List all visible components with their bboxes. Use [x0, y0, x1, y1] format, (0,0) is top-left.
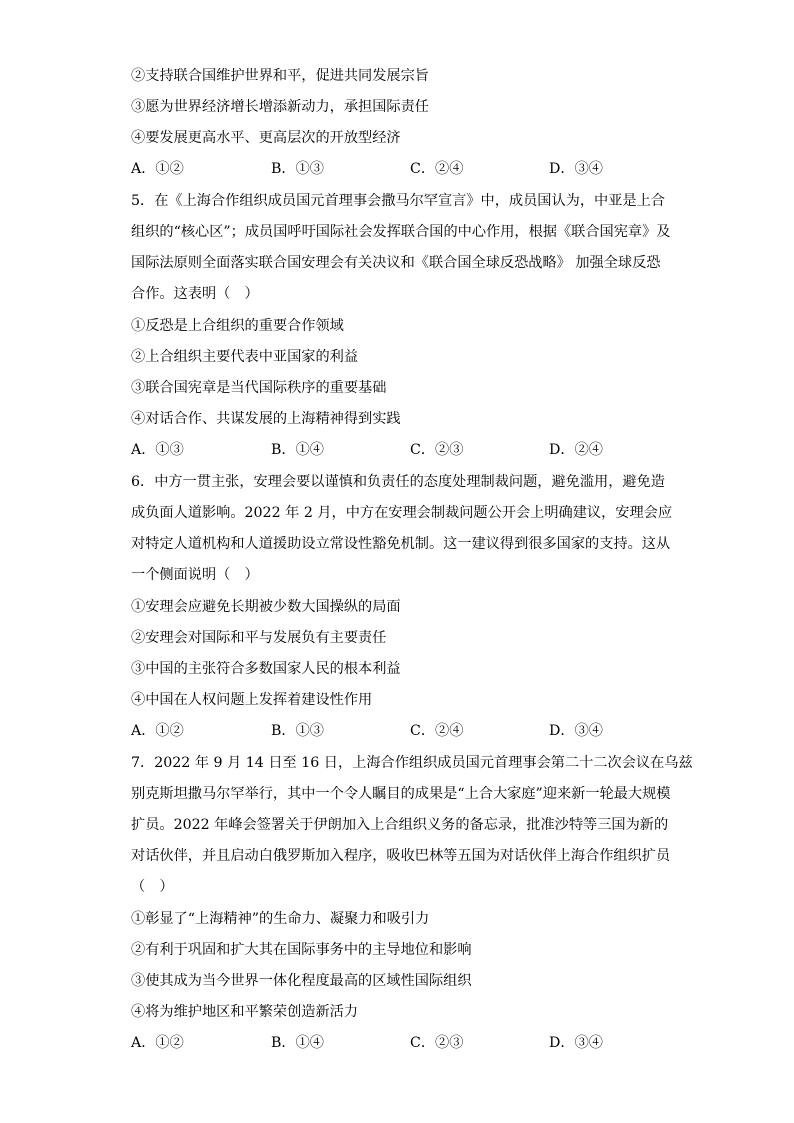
q5-choice-1: ①反恐是上合组织的重要合作领域	[131, 318, 344, 334]
q5-stem-line-1: 5．在《上海合作组织成员国元首理事会撒马尔罕宣言》中，成员国认为，中亚是上合	[131, 193, 665, 209]
q5-option-a: A．①③	[131, 442, 184, 458]
q4-choice-4: ④要发展更高水平、更高层次的开放型经济	[131, 130, 401, 146]
q7-option-b: B．①④	[271, 1035, 324, 1051]
q7-choice-4: ④将为维护地区和平繁荣创造新活力	[131, 1004, 359, 1020]
q5-choice-2: ②上合组织主要代表中亚国家的利益	[131, 349, 359, 365]
q7-stem-line-3: 扩员。2022 年峰会签署关于伊朗加入上合组织义务的备忘录，批准沙特等三国为新的	[131, 817, 669, 833]
q5-choice-3: ③联合国宪章是当代国际秩序的重要基础	[131, 380, 387, 396]
q4-option-c: C．②④	[410, 161, 464, 177]
q7-option-a: A．①②	[131, 1035, 184, 1051]
q6-choice-2: ②安理会对国际和平与发展负有主要责任	[131, 630, 387, 646]
q6-stem-line-4: 一个侧面说明（ ）	[131, 567, 259, 583]
q4-option-b: B．①③	[271, 161, 324, 177]
q5-option-d: D．②④	[549, 442, 603, 458]
q6-stem-line-3: 对特定人道机构和人道援助设立常设性豁免机制。这一建议得到很多国家的支持。这从	[131, 536, 671, 552]
q6-option-d: D．③④	[549, 723, 603, 739]
q5-stem-line-3: 国际法原则全面落实联合国安理会有关决议和《联合国全球反恐战略》 加强全球反恐	[131, 255, 661, 271]
q4-options	[131, 159, 691, 179]
q6-stem-line-1: 6．中方一贯主张，安理会要以谨慎和负责任的态度处理制裁问题，避免滥用，避免造	[131, 474, 665, 490]
q6-choice-3: ③中国的主张符合多数国家人民的根本利益	[131, 661, 401, 677]
q7-stem-line-1: 7．2022 年 9 月 14 日至 16 日，上海合作组织成员国元首理事会第二十二次会议在乌兹	[131, 755, 693, 771]
q7-stem-line-5: （ ）	[131, 879, 174, 895]
q7-option-c: C．②③	[410, 1035, 464, 1051]
q4-option-d: D．③④	[549, 161, 603, 177]
q7-stem-line-4: 对话伙伴，并且启动白俄罗斯加入程序，吸收巴林等五国为对话伙伴上海合作组织扩员	[131, 848, 671, 864]
q6-option-c: C．②④	[410, 723, 464, 739]
q7-choice-2: ②有利于巩固和扩大其在国际事务中的主导地位和影响	[131, 942, 472, 958]
q5-options	[131, 440, 691, 460]
q4-choice-2: ②支持联合国维护世界和平，促进共同发展宗旨	[131, 68, 429, 84]
q5-choice-4: ④对话合作、共谋发展的上海精神得到实践	[131, 411, 401, 427]
q7-options	[131, 1033, 691, 1053]
q6-choice-4: ④中国在人权问题上发挥着建设性作用	[131, 692, 373, 708]
q6-option-a: A．①②	[131, 723, 184, 739]
q5-stem-line-2: 组织的“核心区”；成员国呼吁国际社会发挥联合国的中心作用，根据《联合国宪章》及	[131, 224, 671, 240]
q5-option-c: C．②③	[410, 442, 464, 458]
q7-choice-3: ③使其成为当今世界一体化程度最高的区域性国际组织	[131, 973, 472, 989]
q5-option-b: B．①④	[271, 442, 324, 458]
q6-stem-line-2: 成负面人道影响。2022 年 2 月，中方在安理会制裁问题公开会上明确建议，安理会应	[131, 505, 673, 521]
q4-option-a: A．①②	[131, 161, 184, 177]
q6-choice-1: ①安理会应避免长期被少数大国操纵的局面	[131, 599, 401, 615]
q6-options	[131, 721, 691, 741]
q5-stem-line-4: 合作。这表明（ ）	[131, 286, 259, 302]
q4-choice-3: ③愿为世界经济增长增添新动力，承担国际责任	[131, 99, 429, 115]
q7-stem-line-2: 别克斯坦撒马尔罕举行，其中一个令人瞩目的成果是“上合大家庭”迎来新一轮最大规模	[131, 786, 671, 802]
q6-option-b: B．①③	[271, 723, 324, 739]
q7-choice-1: ①彰显了“上海精神”的生命力、凝聚力和吸引力	[131, 911, 430, 927]
q7-option-d: D．③④	[549, 1035, 603, 1051]
